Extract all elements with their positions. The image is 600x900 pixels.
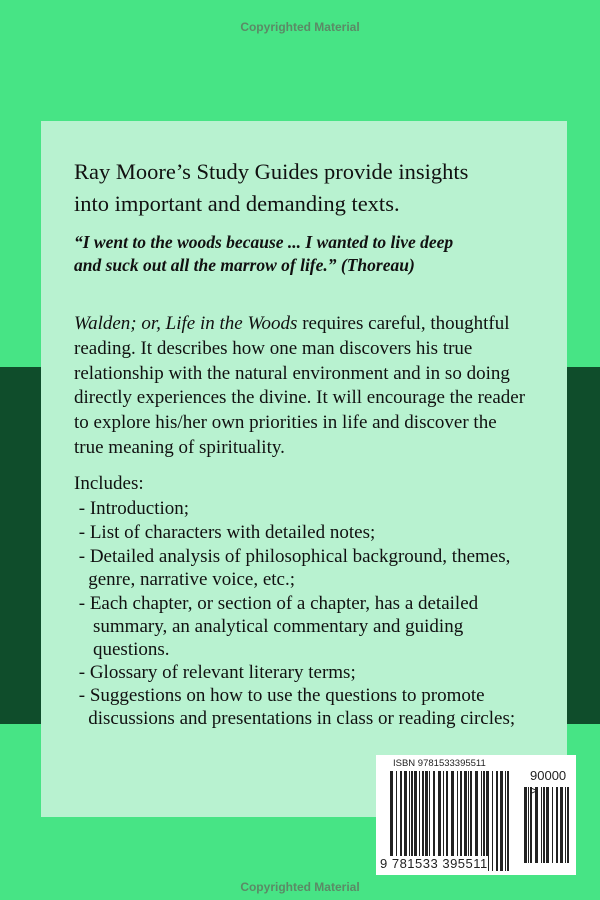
- book-title: Walden; or, Life in the Woods: [74, 313, 298, 334]
- includes-item: genre, narrative voice, etc.;: [74, 569, 296, 590]
- price-code: 90000 >: [530, 768, 567, 798]
- barcode-bar: [496, 771, 498, 871]
- isbn-label: ISBN 9781533395511: [393, 758, 486, 769]
- copyright-watermark-bottom: Copyrighted Material: [240, 880, 360, 894]
- quote-line: and suck out all the marrow of life.” (Thoreau): [74, 255, 415, 275]
- barcode-bar: [507, 771, 509, 871]
- text-panel: [41, 121, 567, 817]
- includes-item: - Suggestions on how to use the questions to promote: [74, 685, 485, 706]
- includes-item: - Each chapter, or section of a chapter, has a detailed: [74, 593, 479, 614]
- includes-item: - Detailed analysis of philosophical background, themes,: [74, 546, 511, 567]
- includes-item: questions.: [74, 639, 170, 660]
- includes-item: - Glossary of relevant literary terms;: [74, 662, 356, 683]
- intro-line: Ray Moore’s Study Guides provide insights: [74, 159, 469, 184]
- includes-item: summary, an analytical commentary and guiding: [74, 616, 464, 637]
- includes-item: discussions and presentations in class or reading circles;: [74, 708, 516, 729]
- description-line: to explore his/her own priorities in life and discover the: [74, 412, 497, 433]
- barcode-bar: [541, 787, 542, 863]
- barcode-bar: [524, 787, 527, 863]
- barcode-bar: [492, 771, 493, 871]
- description-line: directly experiences the divine. It will encourage the reader: [74, 387, 526, 408]
- includes-item: - Introduction;: [74, 498, 190, 519]
- barcode-bar: [543, 787, 545, 863]
- quote-line: “I went to the woods because ... I wanted to live deep: [74, 232, 454, 252]
- barcode-bar: [567, 787, 569, 863]
- barcode-bar: [535, 787, 538, 863]
- copyright-watermark-top: Copyrighted Material: [240, 20, 360, 34]
- description-text: requires careful, thoughtful: [297, 313, 510, 334]
- isbn-barcode: [376, 755, 576, 875]
- barcode-bar: [528, 787, 529, 863]
- barcode-bar: [556, 787, 558, 863]
- intro-line: into important and demanding texts.: [74, 191, 400, 216]
- description-line: relationship with the natural environment and in so doing: [74, 363, 510, 384]
- barcode-bar: [565, 787, 566, 863]
- barcode-bar: [546, 787, 549, 863]
- barcode-bar: [500, 771, 503, 871]
- description-line: [74, 313, 510, 335]
- addon-barcode-bars: [524, 787, 579, 863]
- description-line: reading. It describes how one man discovers his true: [74, 338, 473, 359]
- isbn-digits: 9 781533 395511: [380, 856, 488, 871]
- barcode-bar: [505, 771, 506, 871]
- includes-heading: Includes:: [74, 473, 144, 494]
- barcode-bar: [530, 787, 532, 863]
- barcode-bar: [552, 787, 553, 863]
- description-line: true meaning of spirituality.: [74, 437, 285, 458]
- includes-item: - List of characters with detailed notes;: [74, 522, 376, 543]
- barcode-bar: [560, 787, 563, 863]
